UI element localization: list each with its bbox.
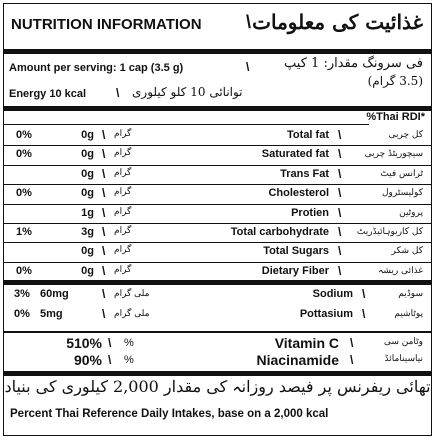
nutrient-percent: 0% [16,148,32,161]
vitamin-separator: \ [108,336,112,350]
nutrient-amount: 1g [81,206,94,219]
nutrient-amount: 3g [81,226,94,238]
nutrient-name-urdu: کل شکر [391,246,423,257]
nutrient-percent: 0% [16,129,32,141]
mineral-separator: \ [102,307,106,321]
footer-urdu: تھائی ریفرنس پر فیصد روزانہ کی مقدار 2,000 کیلوری کی بنیاد [4,377,431,396]
nutrient-separator: \ [102,263,106,278]
serving-size-urdu-line1: فی سرونگ مقدار: 1 کیپ [284,56,423,71]
vitamin-unit: % [124,354,134,366]
serving-separator: \ [246,60,250,74]
nutrient-name-urdu: پروٹین [399,207,423,218]
rdi-header: %Thai RDI* [366,111,425,123]
nutrient-separator: \ [102,128,106,142]
nutrient-unit-urdu: گرام [114,167,132,178]
nutrient-name-urdu: غذائی ریشہ [378,265,423,276]
header-rule [4,49,431,54]
vitamin-name-urdu: وٹامن سی [383,337,423,347]
nutrient-name-english: Total carbohydrate [230,226,329,238]
nutrient-name-english: Dietary Fiber [261,264,329,277]
vitamin-unit: % [124,337,134,349]
row-divider [4,145,431,146]
mineral-amount: 60mg [40,288,69,300]
nutrient-name-english: Trans Fat [280,167,329,180]
nutrient-separator: \ [102,244,106,259]
row-divider [4,262,431,263]
mineral-rule [4,331,431,333]
vitamin-rule [4,371,431,376]
mineral-amount: 5mg [40,308,63,320]
nutrient-separator: \ [102,147,106,162]
mineral-percent: 0% [14,308,30,320]
nutrient-separator: \ [102,186,106,201]
nutrient-separator: \ [338,263,342,278]
vitamin-name-urdu: نیاسینامائڈ [384,354,423,364]
vitamin-separator: \ [350,353,354,367]
nutrient-percent: 0% [16,187,32,200]
nutrient-separator: \ [338,205,342,220]
nutrient-name-urdu: کولیسٹرول [382,188,423,199]
energy-english: Energy 10 kcal [9,88,87,100]
title-urdu: غذائیت کی معلومات [252,10,423,34]
nutrient-amount: 0g [81,245,94,258]
title-english: NUTRITION INFORMATION [11,16,202,33]
nutrient-name-english: Total fat [287,129,329,141]
nutrient-unit-urdu: گرام [114,226,132,236]
mineral-name-english: Sodium [312,288,353,300]
mineral-separator: \ [362,287,366,301]
footer-english: Percent Thai Reference Daily Intakes, base on a 2,000 kcal [10,408,329,420]
nutrient-separator: \ [338,128,342,142]
nutrient-name-urdu: کل چربی [388,130,423,140]
nutrient-separator: \ [338,186,342,201]
mineral-unit-urdu: ملی گرام [114,289,150,299]
nutrient-name-urdu: ٹرانس فیٹ [380,168,423,179]
nutrient-unit-urdu: گرام [114,264,132,275]
nutrient-amount: 0g [81,167,94,180]
nutrient-separator: \ [338,147,342,162]
row-divider [4,165,431,166]
row-divider [4,204,431,205]
nutrient-amount: 0g [81,129,94,141]
nutrient-unit-urdu: گرام [114,148,132,159]
serving-size-urdu-line2: (3.5 گرام) [367,74,423,88]
vitamin-percent: 90% [73,352,102,368]
mineral-name-urdu: پوٹاشیم [394,309,423,319]
nutrient-separator: \ [338,166,342,181]
nutrient-separator: \ [338,225,342,239]
vitamin-name-english: Vitamin C [274,335,339,351]
mineral-separator: \ [362,307,366,321]
nutrient-percent: 1% [16,226,32,238]
mineral-name-english: Pottasium [299,308,353,320]
energy-separator: \ [116,86,120,100]
nutrient-separator: \ [102,166,106,181]
nutrient-separator: \ [102,225,106,239]
nutrient-separator: \ [338,244,342,259]
serving-size-english: Amount per serving: 1 cap (3.5 g) [9,62,184,74]
nutrient-name-english: Cholesterol [268,187,329,200]
nutrient-amount: 0g [81,148,94,161]
nutrient-unit-urdu: گرام [114,206,132,217]
vitamin-separator: \ [108,353,112,367]
mineral-name-urdu: سوڈیم [398,289,423,299]
nutrient-unit-urdu: گرام [114,187,132,198]
nutrient-name-english: Saturated fat [261,148,329,161]
mineral-separator: \ [102,287,106,301]
row-divider [4,242,431,243]
nutrient-percent: 0% [16,264,32,277]
nutrient-name-urdu: کل کاربوہائیڈریٹ [356,227,423,237]
nutrient-amount: 0g [81,264,94,277]
row-divider [4,184,431,185]
nutrient-separator: \ [102,205,106,220]
row-divider [4,223,431,224]
nutrient-name-english: Protien [291,206,329,219]
nutrient-amount: 0g [81,187,94,200]
mineral-unit-urdu: ملی گرام [114,309,150,319]
vitamin-percent: 510% [66,335,102,351]
mineral-percent: 3% [14,288,30,300]
nutrient-unit-urdu: گرام [114,245,132,256]
nutrition-label [3,3,432,436]
title-separator: \ [246,12,252,32]
nutrient-name-english: Total Sugars [263,245,329,258]
energy-urdu: توانائی 10 کلو کیلوری [132,85,243,99]
nutrient-rule [4,280,431,285]
nutrient-name-urdu: سیچوریٹڈ چربی [364,149,423,160]
vitamin-name-english: Niacinamide [256,352,339,368]
nutrient-unit-urdu: گرام [114,129,132,139]
rdi-underline [4,124,369,125]
vitamin-separator: \ [350,336,354,350]
